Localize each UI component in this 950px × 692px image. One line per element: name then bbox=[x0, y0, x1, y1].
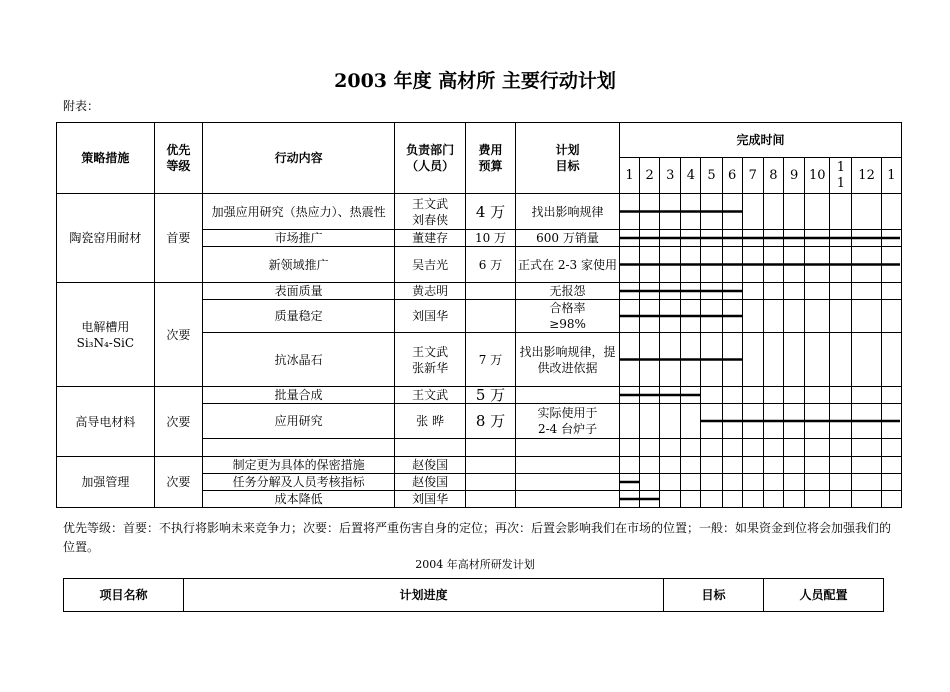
month-cell bbox=[784, 457, 805, 474]
month-cell bbox=[640, 457, 660, 474]
month-cell bbox=[784, 491, 805, 508]
month-cell bbox=[701, 474, 722, 491]
month-cell bbox=[681, 439, 701, 457]
month-cell bbox=[784, 283, 805, 300]
budget-cell bbox=[465, 283, 515, 300]
budget-cell bbox=[465, 474, 515, 491]
person-cell: 刘国华 bbox=[395, 491, 465, 508]
month-cell bbox=[763, 404, 783, 439]
month-cell bbox=[681, 230, 701, 247]
header-action: 行动内容 bbox=[203, 123, 395, 194]
budget-cell: 6 万 bbox=[465, 247, 515, 283]
month-cell bbox=[701, 230, 722, 247]
month-cell bbox=[852, 474, 881, 491]
month-cell bbox=[852, 247, 881, 283]
month-cell bbox=[805, 404, 830, 439]
month-header: 1 bbox=[881, 158, 901, 194]
month-cell bbox=[701, 491, 722, 508]
month-cell bbox=[852, 387, 881, 404]
month-cell bbox=[619, 300, 639, 333]
month-cell bbox=[619, 230, 639, 247]
month-header: 1 bbox=[619, 158, 639, 194]
plan-2004-table bbox=[63, 578, 884, 612]
plan-2004-title: 2004 年高材所研发计划 bbox=[415, 558, 535, 571]
budget-cell bbox=[465, 439, 515, 457]
month-cell bbox=[681, 333, 701, 387]
month-cell bbox=[763, 300, 783, 333]
action-cell: 成本降低 bbox=[203, 491, 395, 508]
action-cell: 质量稳定 bbox=[203, 300, 395, 333]
month-header: 4 bbox=[681, 158, 701, 194]
month-cell bbox=[640, 387, 660, 404]
month-cell bbox=[805, 194, 830, 230]
header-strategy: 策略措施 bbox=[57, 123, 155, 194]
month-cell bbox=[640, 230, 660, 247]
action-cell: 表面质量 bbox=[203, 283, 395, 300]
month-cell bbox=[681, 194, 701, 230]
month-cell bbox=[805, 387, 830, 404]
month-cell bbox=[881, 457, 901, 474]
month-cell bbox=[660, 283, 681, 300]
month-cell bbox=[742, 283, 763, 300]
target-cell bbox=[516, 474, 620, 491]
month-cell bbox=[805, 474, 830, 491]
month-cell bbox=[852, 439, 881, 457]
target-cell: 无报怨 bbox=[516, 283, 620, 300]
month-cell bbox=[805, 283, 830, 300]
header-dept: 负责部门 （人员） bbox=[395, 123, 465, 194]
month-cell bbox=[660, 230, 681, 247]
priority-cell: 次要 bbox=[154, 387, 202, 457]
header-staff: 人员配置 bbox=[764, 579, 884, 612]
month-cell bbox=[722, 387, 742, 404]
month-cell bbox=[681, 474, 701, 491]
budget-cell: 8 万 bbox=[465, 404, 515, 439]
table-row bbox=[57, 387, 902, 404]
table-row bbox=[57, 283, 902, 300]
month-header: 1 1 bbox=[830, 158, 852, 194]
month-cell bbox=[784, 247, 805, 283]
month-cell bbox=[784, 387, 805, 404]
budget-cell bbox=[465, 457, 515, 474]
month-cell bbox=[619, 404, 639, 439]
action-plan-table bbox=[56, 122, 902, 508]
header-priority: 优先 等级 bbox=[154, 123, 202, 194]
page-title: 2003 年度 高材所 主要行动计划 bbox=[334, 70, 616, 92]
person-cell: 赵俊国 bbox=[395, 474, 465, 491]
header-target: 计划 目标 bbox=[516, 123, 620, 194]
month-cell bbox=[881, 387, 901, 404]
month-cell bbox=[722, 474, 742, 491]
month-cell bbox=[619, 283, 639, 300]
month-cell bbox=[763, 474, 783, 491]
month-cell bbox=[722, 230, 742, 247]
month-cell bbox=[722, 333, 742, 387]
month-cell bbox=[660, 439, 681, 457]
month-cell bbox=[784, 439, 805, 457]
month-cell bbox=[722, 439, 742, 457]
table-row bbox=[57, 194, 902, 230]
budget-cell: 5 万 bbox=[465, 387, 515, 404]
month-cell bbox=[881, 230, 901, 247]
month-cell bbox=[701, 439, 722, 457]
budget-cell: 4 万 bbox=[465, 194, 515, 230]
month-cell bbox=[742, 474, 763, 491]
person-cell: 张 晔 bbox=[395, 404, 465, 439]
month-header: 5 bbox=[701, 158, 722, 194]
priority-cell: 首要 bbox=[154, 194, 202, 283]
month-cell bbox=[763, 387, 783, 404]
action-cell: 新领域推广 bbox=[203, 247, 395, 283]
strategy-cell: 陶瓷窑用耐材 bbox=[57, 194, 155, 283]
month-cell bbox=[660, 300, 681, 333]
action-cell: 市场推广 bbox=[203, 230, 395, 247]
month-cell bbox=[681, 247, 701, 283]
target-cell: 找出影响规律，提供改进依据 bbox=[516, 333, 620, 387]
month-cell bbox=[681, 283, 701, 300]
month-cell bbox=[742, 194, 763, 230]
month-cell bbox=[701, 194, 722, 230]
month-cell bbox=[640, 194, 660, 230]
month-cell bbox=[619, 247, 639, 283]
month-cell bbox=[805, 439, 830, 457]
person-cell: 赵俊国 bbox=[395, 457, 465, 474]
person-cell: 王文武 张新华 bbox=[395, 333, 465, 387]
action-cell: 应用研究 bbox=[203, 404, 395, 439]
month-cell bbox=[784, 404, 805, 439]
month-cell bbox=[701, 457, 722, 474]
month-cell bbox=[701, 387, 722, 404]
month-cell bbox=[830, 491, 852, 508]
month-cell bbox=[619, 474, 639, 491]
person-cell: 吴吉光 bbox=[395, 247, 465, 283]
strategy-cell: 高导电材料 bbox=[57, 387, 155, 457]
month-cell bbox=[881, 404, 901, 439]
person-cell: 刘国华 bbox=[395, 300, 465, 333]
month-cell bbox=[722, 247, 742, 283]
month-cell bbox=[784, 194, 805, 230]
month-cell bbox=[805, 491, 830, 508]
month-cell bbox=[805, 333, 830, 387]
month-header: 2 bbox=[640, 158, 660, 194]
person-cell bbox=[395, 439, 465, 457]
month-cell bbox=[852, 333, 881, 387]
target-cell bbox=[516, 491, 620, 508]
header-progress: 计划进度 bbox=[184, 579, 664, 612]
month-cell bbox=[742, 491, 763, 508]
month-header: 7 bbox=[742, 158, 763, 194]
month-cell bbox=[742, 387, 763, 404]
action-cell: 制定更为具体的保密措施 bbox=[203, 457, 395, 474]
month-cell bbox=[640, 247, 660, 283]
budget-cell bbox=[465, 300, 515, 333]
month-cell bbox=[742, 333, 763, 387]
priority-note: 优先等级：首要：不执行将影响未来竞争力；次要：后置将严重伤害自身的定位；再次：后置会影响我们在市场的位置；一般：如果资金到位将会加强我们的位置。 bbox=[63, 521, 892, 554]
month-header: 8 bbox=[763, 158, 783, 194]
appendix-label: 附表： bbox=[63, 99, 100, 113]
month-cell bbox=[830, 247, 852, 283]
month-cell bbox=[763, 457, 783, 474]
month-cell bbox=[722, 457, 742, 474]
month-cell bbox=[640, 333, 660, 387]
month-cell bbox=[660, 457, 681, 474]
person-cell: 王文武 刘春侠 bbox=[395, 194, 465, 230]
target-cell: 找出影响规律 bbox=[516, 194, 620, 230]
month-cell bbox=[763, 283, 783, 300]
month-cell bbox=[881, 474, 901, 491]
header-project: 项目名称 bbox=[64, 579, 184, 612]
month-cell bbox=[852, 457, 881, 474]
priority-cell: 次要 bbox=[154, 457, 202, 508]
month-cell bbox=[701, 283, 722, 300]
month-cell bbox=[881, 439, 901, 457]
month-cell bbox=[830, 300, 852, 333]
month-cell bbox=[681, 300, 701, 333]
header-completion: 完成时间 bbox=[619, 123, 901, 158]
month-cell bbox=[881, 491, 901, 508]
month-header: 3 bbox=[660, 158, 681, 194]
priority-cell: 次要 bbox=[154, 283, 202, 387]
target-cell: 实际使用于 2-4 台炉子 bbox=[516, 404, 620, 439]
month-cell bbox=[660, 491, 681, 508]
month-cell bbox=[805, 300, 830, 333]
month-cell bbox=[660, 194, 681, 230]
person-cell: 黄志明 bbox=[395, 283, 465, 300]
month-cell bbox=[640, 404, 660, 439]
month-cell bbox=[852, 230, 881, 247]
month-cell bbox=[805, 230, 830, 247]
month-header: 12 bbox=[852, 158, 881, 194]
month-cell bbox=[852, 300, 881, 333]
action-cell bbox=[203, 439, 395, 457]
month-cell bbox=[722, 283, 742, 300]
month-cell bbox=[784, 230, 805, 247]
month-cell bbox=[619, 439, 639, 457]
month-header: 9 bbox=[784, 158, 805, 194]
month-cell bbox=[619, 333, 639, 387]
month-cell bbox=[640, 283, 660, 300]
month-cell bbox=[619, 491, 639, 508]
month-cell bbox=[763, 230, 783, 247]
month-cell bbox=[830, 404, 852, 439]
month-cell bbox=[830, 283, 852, 300]
target-cell: 合格率 ≥98% bbox=[516, 300, 620, 333]
action-cell: 任务分解及人员考核指标 bbox=[203, 474, 395, 491]
month-cell bbox=[660, 333, 681, 387]
month-cell bbox=[742, 230, 763, 247]
month-cell bbox=[681, 491, 701, 508]
month-cell bbox=[660, 247, 681, 283]
month-cell bbox=[742, 439, 763, 457]
month-cell bbox=[640, 474, 660, 491]
target-cell: 正式在 2-3 家使用 bbox=[516, 247, 620, 283]
header-budget: 费用 预算 bbox=[465, 123, 515, 194]
month-cell bbox=[763, 439, 783, 457]
month-cell bbox=[660, 387, 681, 404]
target-cell bbox=[516, 439, 620, 457]
month-cell bbox=[852, 283, 881, 300]
month-cell bbox=[619, 457, 639, 474]
month-cell bbox=[881, 194, 901, 230]
month-cell bbox=[619, 387, 639, 404]
month-cell bbox=[763, 194, 783, 230]
month-cell bbox=[830, 194, 852, 230]
month-header: 6 bbox=[722, 158, 742, 194]
target-cell bbox=[516, 387, 620, 404]
action-cell: 批量合成 bbox=[203, 387, 395, 404]
table-row bbox=[57, 457, 902, 474]
month-cell bbox=[763, 247, 783, 283]
month-cell bbox=[660, 474, 681, 491]
month-cell bbox=[805, 247, 830, 283]
month-cell bbox=[830, 474, 852, 491]
month-header: 10 bbox=[805, 158, 830, 194]
month-cell bbox=[722, 300, 742, 333]
month-cell bbox=[881, 247, 901, 283]
month-cell bbox=[701, 333, 722, 387]
month-cell bbox=[701, 404, 722, 439]
month-cell bbox=[722, 404, 742, 439]
person-cell: 董建存 bbox=[395, 230, 465, 247]
month-cell bbox=[742, 300, 763, 333]
month-cell bbox=[881, 333, 901, 387]
month-cell bbox=[784, 300, 805, 333]
month-cell bbox=[742, 404, 763, 439]
budget-cell: 7 万 bbox=[465, 333, 515, 387]
month-cell bbox=[852, 194, 881, 230]
month-cell bbox=[784, 474, 805, 491]
month-cell bbox=[830, 387, 852, 404]
month-cell bbox=[722, 194, 742, 230]
month-cell bbox=[681, 457, 701, 474]
action-cell: 加强应用研究（热应力）、热震性 bbox=[203, 194, 395, 230]
month-cell bbox=[830, 457, 852, 474]
month-cell bbox=[763, 333, 783, 387]
month-cell bbox=[830, 439, 852, 457]
target-cell: 600 万销量 bbox=[516, 230, 620, 247]
month-cell bbox=[722, 491, 742, 508]
month-cell bbox=[742, 247, 763, 283]
budget-cell bbox=[465, 491, 515, 508]
strategy-cell: 电解槽用 Si₃N₄-SiC bbox=[57, 283, 155, 387]
month-cell bbox=[681, 404, 701, 439]
month-cell bbox=[701, 247, 722, 283]
month-cell bbox=[640, 491, 660, 508]
month-cell bbox=[784, 333, 805, 387]
month-cell bbox=[701, 300, 722, 333]
month-cell bbox=[763, 491, 783, 508]
month-cell bbox=[742, 457, 763, 474]
month-cell bbox=[640, 300, 660, 333]
month-cell bbox=[852, 404, 881, 439]
action-cell: 抗冰晶石 bbox=[203, 333, 395, 387]
target-cell bbox=[516, 457, 620, 474]
month-cell bbox=[830, 230, 852, 247]
month-cell bbox=[881, 283, 901, 300]
month-cell bbox=[852, 491, 881, 508]
header-goal: 目标 bbox=[664, 579, 764, 612]
month-cell bbox=[640, 439, 660, 457]
strategy-cell: 加强管理 bbox=[57, 457, 155, 508]
month-cell bbox=[681, 387, 701, 404]
budget-cell: 10 万 bbox=[465, 230, 515, 247]
month-cell bbox=[660, 404, 681, 439]
month-cell bbox=[830, 333, 852, 387]
month-cell bbox=[805, 457, 830, 474]
month-cell bbox=[619, 194, 639, 230]
month-cell bbox=[881, 300, 901, 333]
person-cell: 王文武 bbox=[395, 387, 465, 404]
